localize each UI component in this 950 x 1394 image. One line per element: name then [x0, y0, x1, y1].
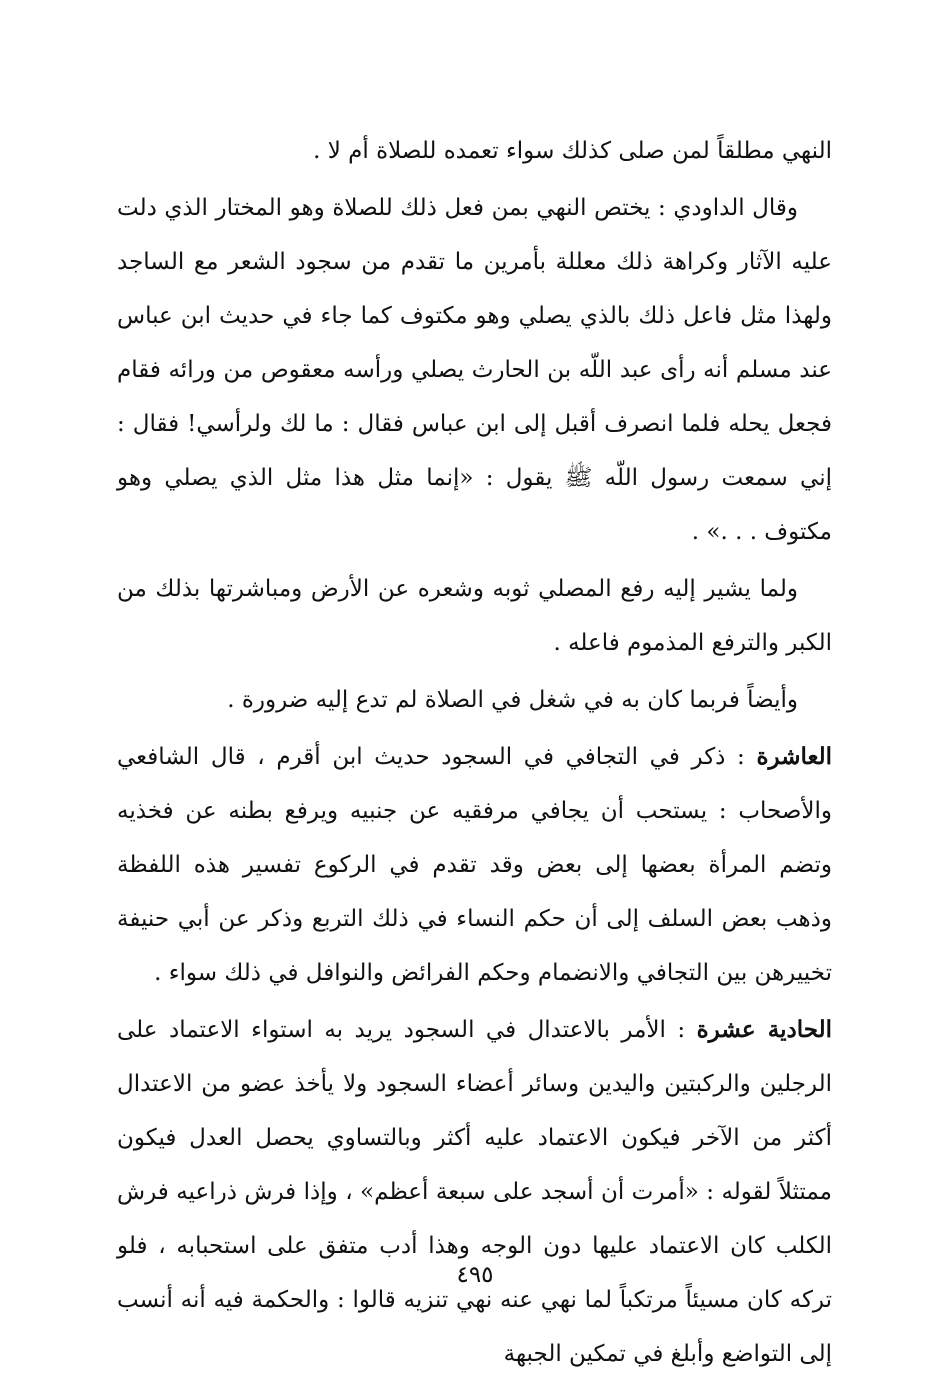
paragraph-text: : ذكر في التجافي في السجود حديث ابن أقرم ، قال الشافعي والأصحاب : يستحب أن يجافي مرفقيه عن جنبيه ويرفع بطنه عن فخذيه وتضم المرأة بعضها إلى بعض وقد تقدم في الركوع تفسير هذه اللفظة وذهب بعض السلف إلى أن حكم النساء في ذلك التربع وذكر عن أبي حنيفة تخييرهن بين التجافي والانضمام وحكم الفرائض والنوافل في ذلك سواء . — [117, 744, 832, 986]
paragraph-arrogance — [117, 562, 832, 670]
paragraph-dawoodi — [117, 181, 832, 559]
body-text — [117, 124, 832, 1381]
paragraph-text: ولما يشير إليه رفع المصلي ثوبه وشعره عن الأرض ومباشرتها بذلك من الكبر والترفع المذموم فاعله . — [117, 576, 832, 656]
paragraph-tenth — [117, 730, 832, 1000]
paragraph-text: : الأمر بالاعتدال في السجود يريد به استواء الاعتماد على الرجلين والركبتين واليدين وسائر أعضاء السجود ولا يأخذ عضو من الاعتدال أكثر من الآخر فيكون الاعتماد عليه أكثر وبالتساوي يحصل العدل فيكون ممتثلاً لقوله : «أمرت أن أسجد على سبعة أعظم» ، وإذا فرش ذراعيه فرش الكلب كان الاعتماد عليها دون الوجه وهذا أدب متفق على استحبابه ، فلو تركه كان مسيئاً مرتكباً لما نهي عنه نهي تنزيه قالوا : والحكمة فيه أنه أنسب إلى التواضع وأبلغ في تمكين الجبهة — [117, 1017, 832, 1367]
paragraph-continuation — [117, 124, 832, 178]
paragraph-text: النهي مطلقاً لمن صلى كذلك سواء تعمده للصلاة أم لا . — [313, 138, 832, 164]
paragraph-text: وقال الداودي : يختص النهي بمن فعل ذلك للصلاة وهو المختار الذي دلت عليه الآثار وكراهة ذلك معللة بأمرين ما تقدم من سجود الشعر مع الساجد ولهذا مثل فاعل ذلك بالذي يصلي وهو مكتوف كما جاء في حديث ابن عباس عند مسلم أنه رأى عبد اللّه بن الحارث يصلي ورأسه معقوص من ورائه فقام فجعل يحله فلما انصرف أقبل إلى ابن عباس فقال : ما لك ولرأسي! فقال : إني سمعت رسول اللّه ﷺ يقول : «إنما مثل هذا مثل الذي يصلي وهو مكتوف . . .» . — [117, 195, 832, 545]
paragraph-eleventh — [117, 1003, 832, 1381]
page-number: ٤٩٥ — [456, 1262, 494, 1288]
section-heading: العاشرة — [756, 743, 832, 770]
paragraph-text: وأيضاً فربما كان به في شغل في الصلاة لم تدع إليه ضرورة . — [227, 687, 798, 713]
section-heading: الحادية عشرة — [696, 1016, 833, 1043]
paragraph-distraction — [117, 673, 832, 727]
